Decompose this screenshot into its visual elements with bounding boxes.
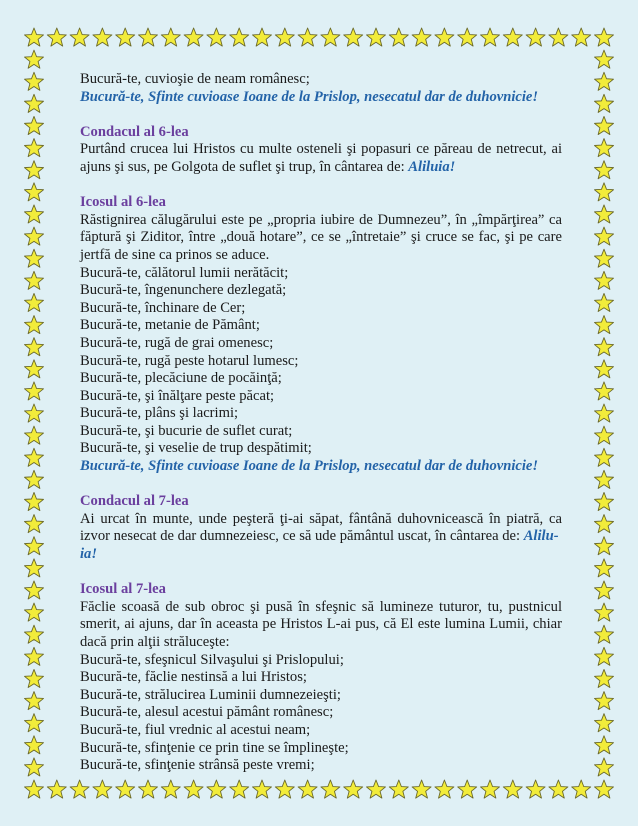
star-icon [594,50,613,68]
star-icon [594,161,613,179]
star-icon [480,780,499,798]
star-icon [435,780,454,798]
star-icon [594,669,613,687]
alleluia-word-part1: Alilu- [523,528,559,545]
star-icon [503,28,522,46]
star-icon [594,227,613,245]
star-icon [24,94,43,112]
star-icon [24,271,43,289]
star-icon [594,714,613,732]
paragraph-text: Purtând crucea lui Hristos cu multe osteneli şi popasuri ce păreau de netrecut, ai ajuns şi sus, pe Golgota de suflet şi trup, în cântarea de: [80,141,562,175]
star-icon [252,28,271,46]
paragraph-condac-7 [80,511,562,546]
star-icon [230,780,249,798]
star-icon [24,183,43,201]
star-icon [24,714,43,732]
list-item: Bucură-te, sfinţenie ce prin tine se împlineşte; [80,739,349,756]
list-item: Bucură-te, sfinţenie strânsă peste vremi; [80,757,315,774]
star-icon [24,448,43,466]
star-icon [70,780,89,798]
star-icon [252,780,271,798]
star-icon [93,28,112,46]
star-icon [594,492,613,510]
text-line: Bucură-te, cuvioşie de neam românesc; [80,71,310,87]
section-heading-condac-7: Condacul al 7-lea [80,493,189,510]
star-icon [47,780,66,798]
paragraph-condac-6 [80,141,562,176]
star-icon [594,780,613,798]
star-icon [24,205,43,223]
paragraph-icos-6: Răstignirea călugărului este pe „propria iubire de Dumnezeu”, în „împărţirea” ca făptură şi Ziditor, între „două hotare”, ce se „întretaie” şi cruce se fac, şi pe care jertfă de sine ca prinos se aduce. [80,211,562,263]
star-icon [230,28,249,46]
star-icon [24,581,43,599]
paragraph-text: Ai urcat în munte, unde peşteră ţi-ai săpat, fântână duhovnicească în piatră, ca izvor nesecat de dar dumnezeiesc, ce să ude pământul uscat, în cântarea de: [80,510,562,545]
star-icon [24,249,43,267]
star-icon [594,470,613,488]
star-icon [138,28,157,46]
star-icon [594,293,613,311]
star-icon [298,28,317,46]
star-icon [594,426,613,444]
star-icon [549,28,568,46]
star-icon [594,647,613,665]
star-icon [594,205,613,223]
star-icon [184,28,203,46]
star-icon [594,338,613,356]
star-icon [24,669,43,687]
list-item: Bucură-te, şi înălţare peste păcat; [80,387,275,404]
star-icon [526,780,545,798]
star-icon [594,139,613,157]
star-icon [412,780,431,798]
star-icon [594,271,613,289]
star-icon [344,28,363,46]
star-icon [116,28,135,46]
star-icon [549,780,568,798]
star-icon [298,780,317,798]
star-icon [184,780,203,798]
star-icon [24,116,43,134]
star-icon [366,780,385,798]
star-icon [572,28,591,46]
star-icon [321,780,340,798]
list-item: Bucură-te, fiul vrednic al acestui neam; [80,721,311,738]
star-icon [24,603,43,621]
list-item: Bucură-te, metanie de Pământ; [80,317,260,334]
section-heading-icos-7: Icosul al 7-lea [80,581,166,598]
alleluia-word-part2: ia! [80,546,98,563]
star-icon [594,404,613,422]
star-icon [412,28,431,46]
star-icon [93,780,112,798]
alleluia-word: Aliluia! [408,158,456,175]
star-icon [24,625,43,643]
star-icon [594,736,613,754]
star-icon [24,338,43,356]
star-icon [116,780,135,798]
star-icon [24,780,43,798]
list-item: Bucură-te, rugă peste hotarul lumesc; [80,352,299,369]
star-icon [275,780,294,798]
star-icon [24,404,43,422]
star-icon [138,780,157,798]
star-icon [526,28,545,46]
star-icon [572,780,591,798]
star-icon [161,28,180,46]
star-icon [24,382,43,400]
refrain-line: Bucură-te, Sfinte cuvioase Ioane de la Prislop, nesecatul dar de duhovnicie! [80,88,539,105]
star-icon [24,293,43,311]
star-icon [503,780,522,798]
star-icon [161,780,180,798]
star-icon [24,227,43,245]
star-icon [24,647,43,665]
star-icon [24,50,43,68]
star-icon [366,28,385,46]
star-icon [594,116,613,134]
star-icon [24,537,43,555]
list-item: Bucură-te, alesul acestui pământ românesc; [80,704,334,721]
refrain-line: Bucură-te, Sfinte cuvioase Ioane de la Prislop, nesecatul dar de duhovnicie! [80,458,539,475]
star-icon [594,625,613,643]
star-icon [594,692,613,710]
list-item: Bucură-te, închinare de Cer; [80,299,246,316]
star-icon [321,28,340,46]
list-item: Bucură-te, îngenunchere dezlegată; [80,282,287,299]
star-icon [207,780,226,798]
list-item: Bucură-te, strălucirea Luminii dumnezeieşti; [80,686,341,703]
star-icon [24,316,43,334]
section-heading-condac-6: Condacul al 6-lea [80,123,189,140]
star-icon [594,28,613,46]
star-icon [594,448,613,466]
star-icon [594,581,613,599]
star-icon [24,470,43,488]
star-icon [47,28,66,46]
star-icon [594,72,613,90]
list-item: Bucură-te, sfeşnicul Silvaşului şi Prislopului; [80,651,344,668]
star-icon [458,28,477,46]
star-icon [24,559,43,577]
star-icon [275,28,294,46]
star-icon [480,28,499,46]
paragraph-icos-7: Făclie scoasă de sub obroc şi pusă în sfeşnic să lumineze tuturor, tu, pustnicul smerit, ai ajuns, dar în aceasta pe Hristos L-ai pus, că El este lumina Lumii, chiar dacă prin alţii străluceşte: [80,598,562,650]
star-icon [24,28,43,46]
star-icon [207,28,226,46]
list-item: Bucură-te, făclie nestinsă a lui Hristos; [80,669,307,686]
star-icon [24,758,43,776]
star-icon [594,537,613,555]
star-icon [594,559,613,577]
star-icon [24,426,43,444]
star-icon [458,780,477,798]
list-item: Bucură-te, rugă de grai omenesc; [80,334,274,351]
star-icon [344,780,363,798]
star-icon [435,28,454,46]
star-icon [24,492,43,510]
star-icon [389,780,408,798]
list-item: Bucură-te, plâns şi lacrimi; [80,405,239,422]
star-icon [594,515,613,533]
star-icon [24,360,43,378]
star-icon [594,183,613,201]
star-icon [594,382,613,400]
star-icon [594,603,613,621]
star-icon [24,736,43,754]
star-icon [24,72,43,90]
star-icon [594,94,613,112]
star-icon [70,28,89,46]
star-icon [594,758,613,776]
list-item: Bucură-te, plecăciune de pocăinţă; [80,370,282,387]
star-icon [24,692,43,710]
section-heading-icos-6: Icosul al 6-lea [80,194,166,211]
star-icon [594,316,613,334]
star-icon [24,161,43,179]
list-item: Bucură-te, călătorul lumii nerătăcit; [80,264,289,281]
document-body [80,71,562,775]
star-icon [594,249,613,267]
star-icon [24,139,43,157]
list-item: Bucură-te, şi veselie de trup despătimit; [80,440,312,457]
list-item: Bucură-te, şi bucurie de suflet curat; [80,422,293,439]
star-icon [24,515,43,533]
star-icon [389,28,408,46]
star-icon [594,360,613,378]
